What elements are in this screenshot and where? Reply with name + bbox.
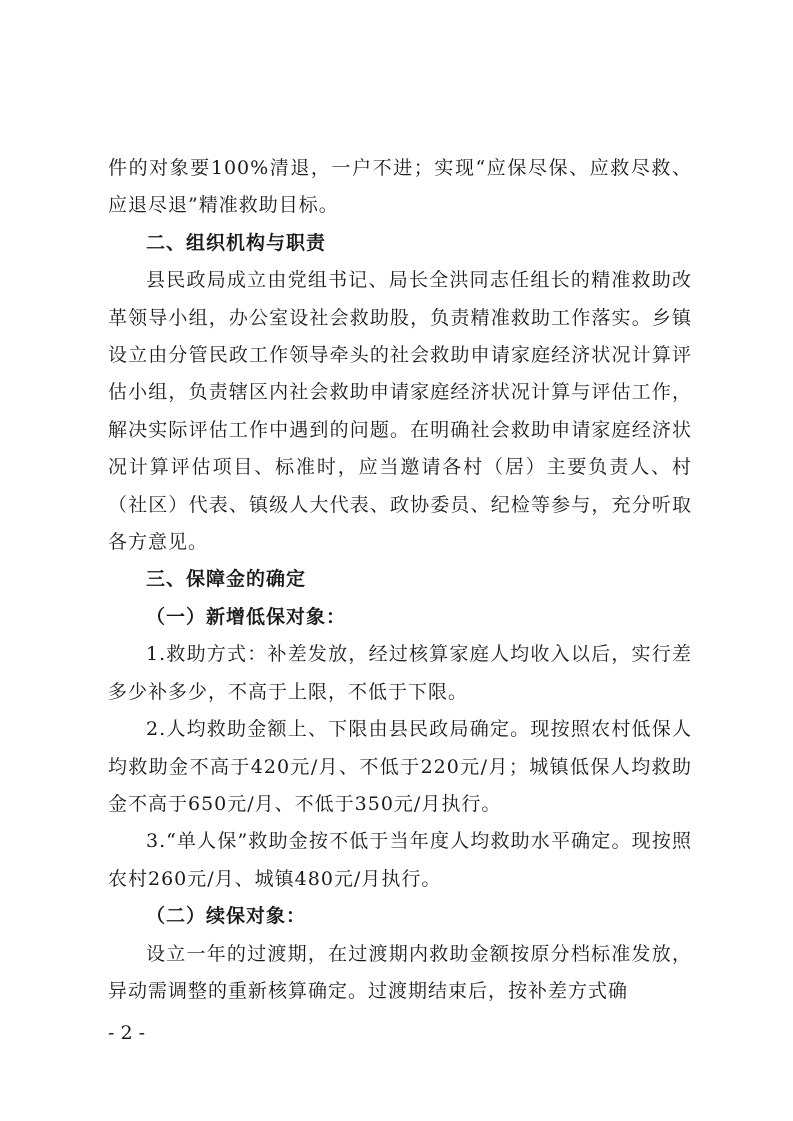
paragraph-renew: 设立一年的过渡期，在过渡期内救助金额按原分档标准发放，异动需调整的重新核算确定。过渡期结束后，按补差方式确 — [108, 942, 692, 1002]
subsection-heading-new: （一）新增低保对象： — [146, 605, 347, 628]
paragraph-new-2: 2.人均救助金额上、下限由县民政局确定。现按照农村低保人均救助金不高于420元/月、不低于220元/月；城镇低保人均救助金不高于650元/月、不低于350元/月执行。 — [108, 718, 692, 815]
paragraph-new-3: 3.“单人保”救助金按不低于当年度人均救助水平确定。现按照农村260元/月、城镇480元/月执行。 — [108, 830, 692, 890]
subsection-heading-renew: （二）续保对象： — [146, 905, 307, 928]
paragraph-continuation: 件的对象要100%清退，一户不进；实现“应保尽保、应救尽救、应退尽退”精准救助目标。 — [108, 157, 692, 217]
page-number: - 2 - — [108, 1022, 146, 1044]
document-body — [108, 150, 692, 1010]
paragraph-organization: 县民政局成立由党组书记、局长全洪同志任组长的精准救助改革领导小组，办公室设社会救助股，负责精准救助工作落实。乡镇设立由分管民政工作领导牵头的社会救助申请家庭经济状况计算评估小组，负责辖区内社会救助申请家庭经济状况计算与评估工作，解决实际评估工作中遇到的问题。在明确社会救助申请家庭经济状况计算评估项目、标准时，应当邀请各村（居）主要负责人、村（社区）代表、镇级人大代表、政协委员、纪检等参与，充分听取各方意见。 — [108, 269, 692, 554]
section-heading-fund: 三、保障金的确定 — [146, 568, 307, 591]
paragraph-new-1: 1.救助方式：补差发放，经过核算家庭人均收入以后，实行差多少补多少，不高于上限，不低于下限。 — [108, 643, 692, 703]
section-heading-organization: 二、组织机构与职责 — [146, 231, 327, 254]
